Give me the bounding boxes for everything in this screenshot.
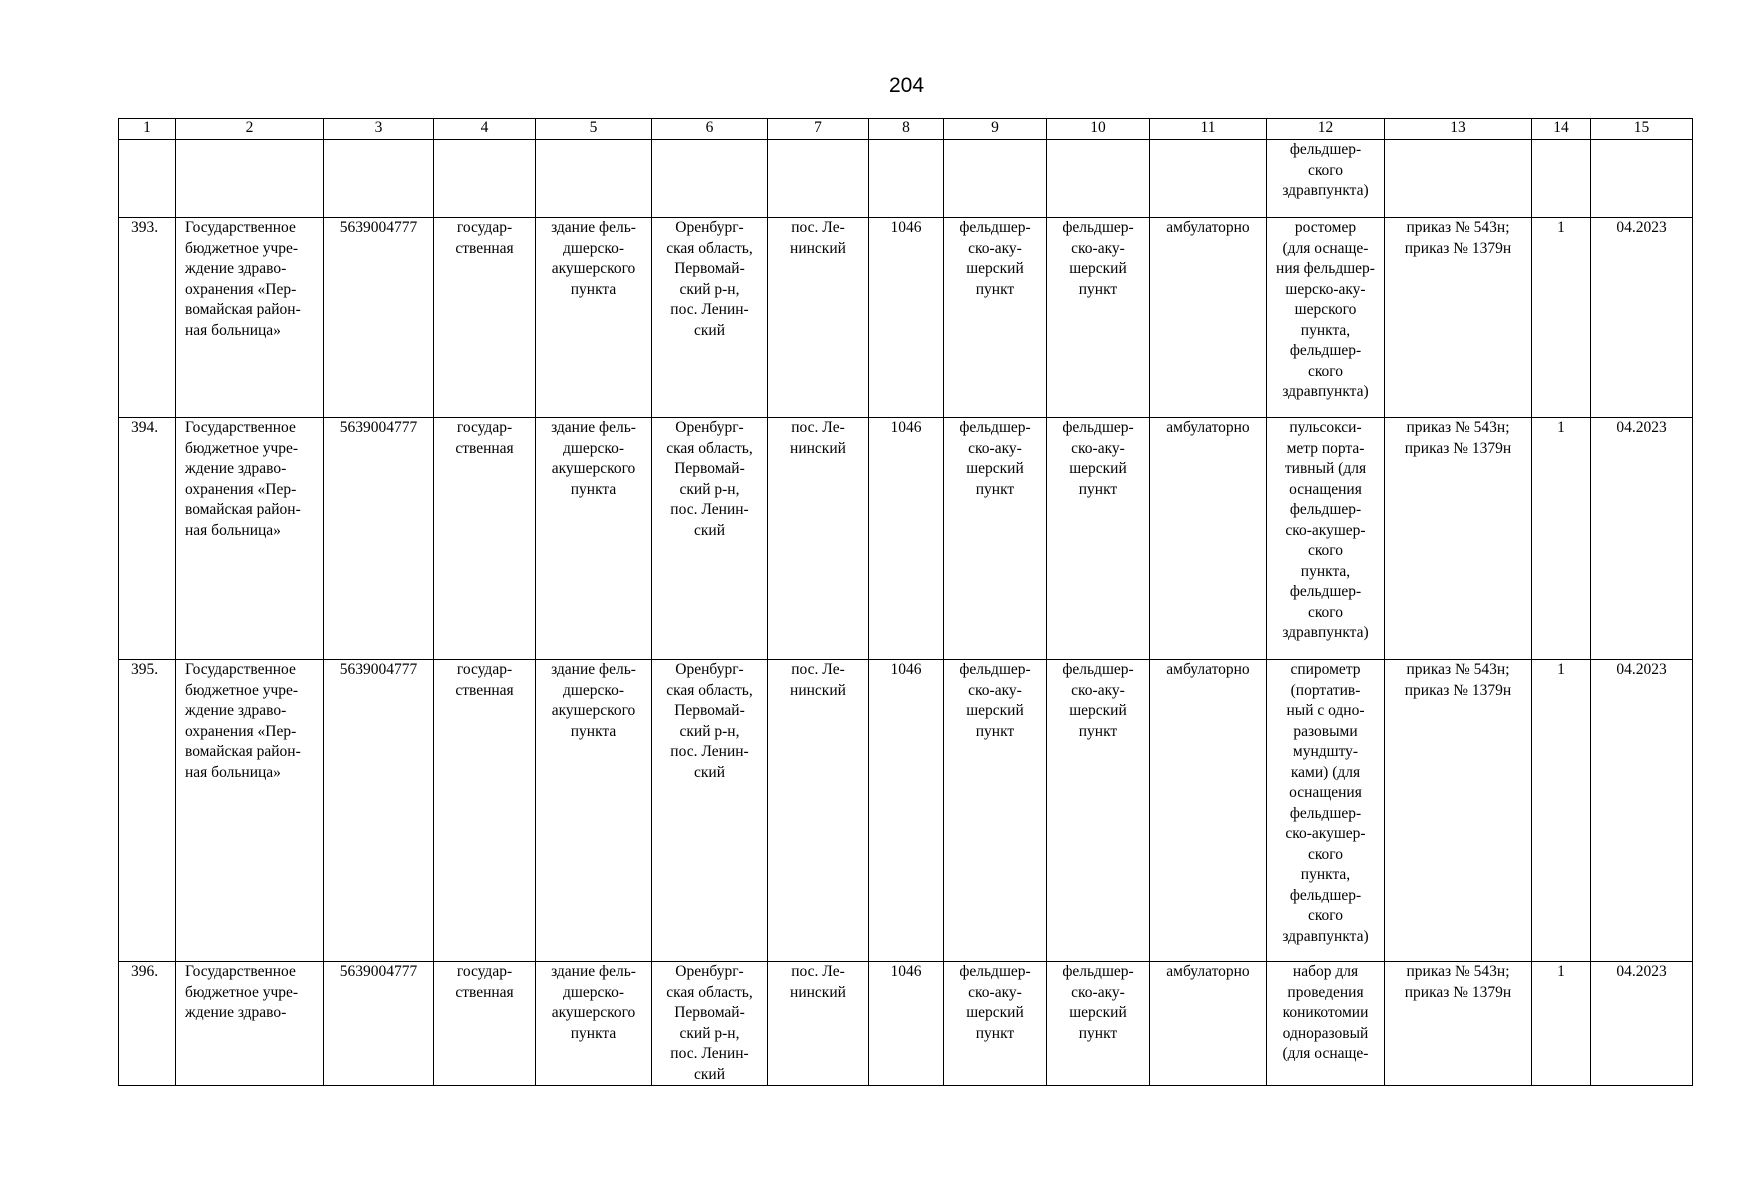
unit-type-cell: фельдшер- ско-аку- шерский пункт (944, 660, 1047, 962)
column-number: 8 (869, 119, 944, 140)
inn-cell: 5639004777 (324, 218, 434, 418)
column-number-row (119, 119, 1693, 140)
column-number: 2 (176, 119, 324, 140)
column-number: 12 (1267, 119, 1385, 140)
code-cell: 1046 (869, 660, 944, 962)
column-number: 10 (1047, 119, 1150, 140)
unit-type-cell: фельдшер- ско-аку- шерский пункт (944, 418, 1047, 660)
equipment-cell: пульсокси- метр порта- тивный (для оснащения фельдшер- ско-акушер- ского пункта, фельдшер- ского здравпункта) (1267, 418, 1385, 660)
equipment-cell: набор для проведения коникотомии одноразовый (для оснаще- (1267, 962, 1385, 1086)
address-cell: Оренбург- ская область, Первомай- ский р-н, пос. Ленин- ский (652, 418, 768, 660)
settlement-cell: пос. Ле- нинский (768, 660, 869, 962)
unit-type-cell: фельдшер- ско-аку- шерский пункт (944, 218, 1047, 418)
unit-name-cell: фельдшер- ско-аку- шерский пункт (1047, 418, 1150, 660)
unit-name-cell: фельдшер- ско-аку- шерский пункт (1047, 962, 1150, 1086)
table-row-continuation (119, 140, 1693, 218)
code-cell: 1046 (869, 962, 944, 1086)
inn-cell (324, 140, 434, 218)
column-number: 14 (1532, 119, 1591, 140)
column-number: 5 (536, 119, 652, 140)
table-row-395 (119, 660, 1693, 962)
building-cell (536, 140, 652, 218)
ownership-cell (434, 140, 536, 218)
equipment-cell: спирометр (портатив- ный с одно- разовыми мундшту- ками) (для оснащения фельдшер- ско-акушер- ского пункта, фельдшер- ского здравпункта) (1267, 660, 1385, 962)
table-row-393 (119, 218, 1693, 418)
date-cell: 04.2023 (1591, 962, 1693, 1086)
column-number: 11 (1150, 119, 1267, 140)
settlement-cell: пос. Ле- нинский (768, 962, 869, 1086)
order-cell: приказ № 543н; приказ № 1379н (1385, 418, 1532, 660)
address-cell: Оренбург- ская область, Первомай- ский р-н, пос. Ленин- ский (652, 218, 768, 418)
organization-cell: Государственное бюджетное учре- ждение здраво- (176, 962, 324, 1086)
date-cell: 04.2023 (1591, 218, 1693, 418)
column-number: 4 (434, 119, 536, 140)
quantity-cell: 1 (1532, 962, 1591, 1086)
order-cell: приказ № 543н; приказ № 1379н (1385, 218, 1532, 418)
organization-cell: Государственное бюджетное учре- ждение здраво- охранения «Пер- вомайская район- ная больница» (176, 218, 324, 418)
column-number: 7 (768, 119, 869, 140)
date-cell: 04.2023 (1591, 418, 1693, 660)
address-cell: Оренбург- ская область, Первомай- ский р-н, пос. Ленин- ский (652, 660, 768, 962)
care-condition-cell: амбулаторно (1150, 218, 1267, 418)
quantity-cell: 1 (1532, 218, 1591, 418)
building-cell: здание фель- дшерско- акушерского пункта (536, 962, 652, 1086)
building-cell: здание фель- дшерско- акушерского пункта (536, 660, 652, 962)
quantity-cell (1532, 140, 1591, 218)
code-cell: 1046 (869, 218, 944, 418)
code-cell (869, 140, 944, 218)
building-cell: здание фель- дшерско- акушерского пункта (536, 218, 652, 418)
care-condition-cell: амбулаторно (1150, 418, 1267, 660)
unit-name-cell: фельдшер- ско-аку- шерский пункт (1047, 660, 1150, 962)
registry-table (118, 118, 1693, 1086)
row-number-cell: 396. (119, 962, 176, 1086)
order-cell: приказ № 543н; приказ № 1379н (1385, 962, 1532, 1086)
unit-name-cell: фельдшер- ско-аку- шерский пункт (1047, 218, 1150, 418)
row-number-cell (119, 140, 176, 218)
column-number: 1 (119, 119, 176, 140)
column-number: 6 (652, 119, 768, 140)
address-cell: Оренбург- ская область, Первомай- ский р-н, пос. Ленин- ский (652, 962, 768, 1086)
settlement-cell: пос. Ле- нинский (768, 418, 869, 660)
date-cell (1591, 140, 1693, 218)
organization-cell: Государственное бюджетное учре- ждение здраво- охранения «Пер- вомайская район- ная больница» (176, 660, 324, 962)
equipment-cell: фельдшер- ского здравпункта) (1267, 140, 1385, 218)
inn-cell: 5639004777 (324, 962, 434, 1086)
date-cell: 04.2023 (1591, 660, 1693, 962)
column-number: 9 (944, 119, 1047, 140)
unit-name-cell (1047, 140, 1150, 218)
unit-type-cell (944, 140, 1047, 218)
column-number: 13 (1385, 119, 1532, 140)
quantity-cell: 1 (1532, 418, 1591, 660)
column-number: 3 (324, 119, 434, 140)
ownership-cell: государ- ственная (434, 418, 536, 660)
row-number-cell: 393. (119, 218, 176, 418)
organization-cell (176, 140, 324, 218)
quantity-cell: 1 (1532, 660, 1591, 962)
unit-type-cell: фельдшер- ско-аку- шерский пункт (944, 962, 1047, 1086)
row-number-cell: 394. (119, 418, 176, 660)
ownership-cell: государ- ственная (434, 218, 536, 418)
equipment-cell: ростомер (для оснаще- ния фельдшер- шерско-аку- шерского пункта, фельдшер- ского здравпункта) (1267, 218, 1385, 418)
building-cell: здание фель- дшерско- акушерского пункта (536, 418, 652, 660)
organization-cell: Государственное бюджетное учре- ждение здраво- охранения «Пер- вомайская район- ная больница» (176, 418, 324, 660)
care-condition-cell: амбулаторно (1150, 962, 1267, 1086)
inn-cell: 5639004777 (324, 418, 434, 660)
table-row-396 (119, 962, 1693, 1086)
page-number: 204 (888, 74, 925, 97)
column-number: 15 (1591, 119, 1693, 140)
inn-cell: 5639004777 (324, 660, 434, 962)
ownership-cell: государ- ственная (434, 962, 536, 1086)
row-number-cell: 395. (119, 660, 176, 962)
table-row-394 (119, 418, 1693, 660)
address-cell (652, 140, 768, 218)
ownership-cell: государ- ственная (434, 660, 536, 962)
settlement-cell (768, 140, 869, 218)
order-cell (1385, 140, 1532, 218)
order-cell: приказ № 543н; приказ № 1379н (1385, 660, 1532, 962)
code-cell: 1046 (869, 418, 944, 660)
care-condition-cell (1150, 140, 1267, 218)
settlement-cell: пос. Ле- нинский (768, 218, 869, 418)
care-condition-cell: амбулаторно (1150, 660, 1267, 962)
